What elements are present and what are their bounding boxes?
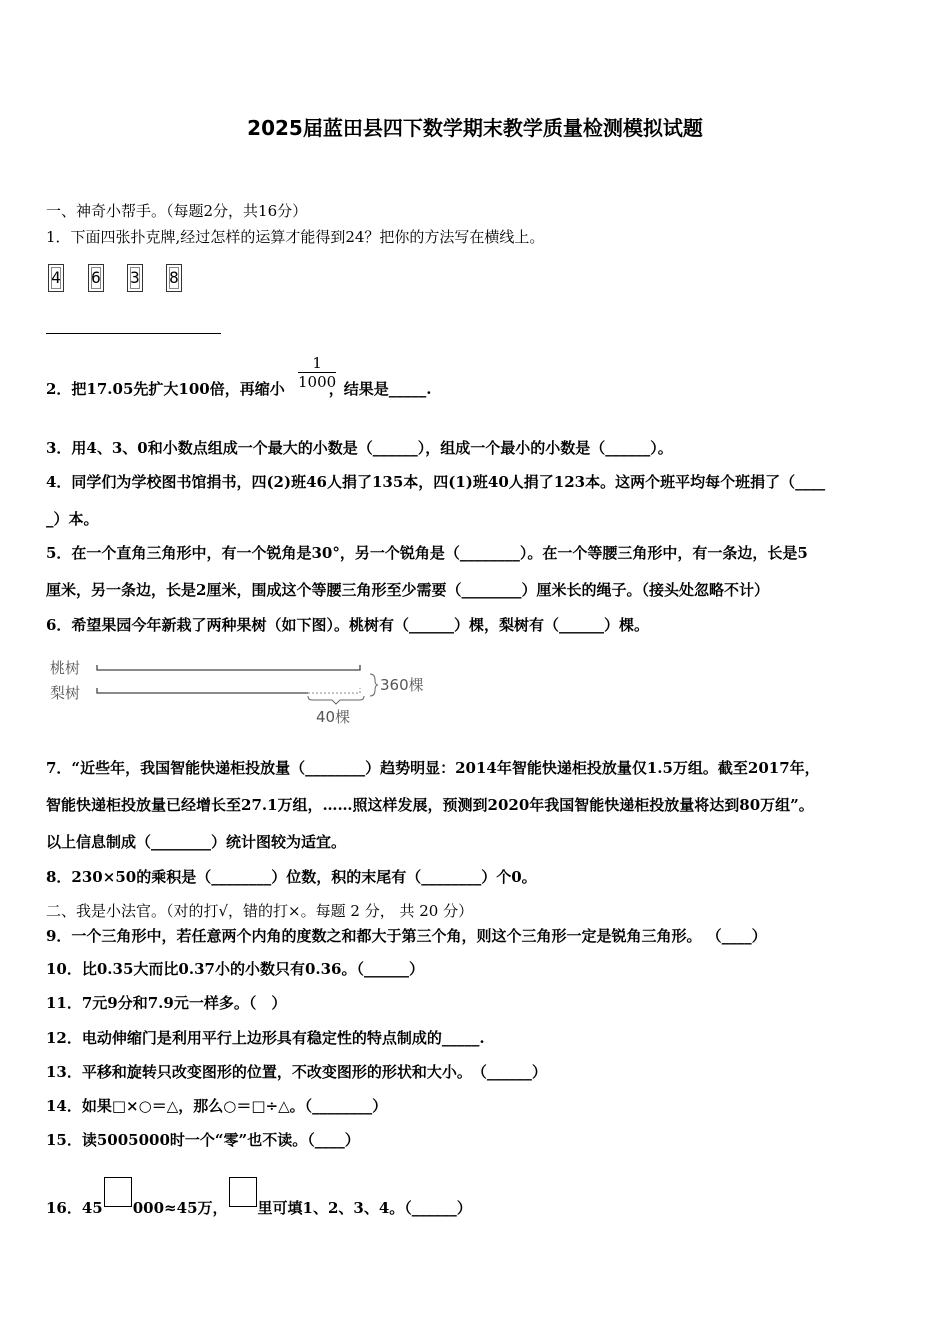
fraction [298,354,336,391]
question-12: 12．电动伸缩门是利用平行上边形具有稳定性的特点制成的_____. [46,1029,485,1047]
label-pear: 梨树 [50,684,81,702]
q16-text-mid: 000≈45万， [132,1199,228,1217]
playing-card: 3 [127,264,143,292]
difference-label: 40棵 [316,708,351,726]
playing-card: 4 [48,264,64,292]
question-4-cont: _）本。 [46,510,99,528]
answer-line [46,333,221,334]
question-3: 3．用4、3、0和小数点组成一个最大的小数是（______），组成一个最小的小数是（______）。 [46,439,673,457]
question-6: 6．希望果园今年新栽了两种果树（如下图）。桃树有（______）棵，梨树有（______）棵。 [46,616,649,634]
total-label: 360棵 [380,676,424,694]
question-15: 15．读5005000时一个“零”也不读。（____） [46,1131,360,1149]
section-heading-1: 一、神奇小帮手。（每题2分，共16分） [46,202,308,220]
question-5-cont: 厘米，另一条边，长是2厘米，围成这个等腰三角形至少需要（________）厘米长的绳子。（接头处忽略不计） [46,581,769,599]
question-8: 8．230×50的乘积是（________）位数，积的末尾有（________）个0。 [46,868,537,886]
fraction-numerator: 1 [298,354,336,373]
question-11: 11．7元9分和7.9元一样多。（ ） [46,994,287,1012]
question-7-cont: 智能快递柜投放量已经增长至27.1万组，……照这样发展，预测到2020年我国智能快递柜投放量将达到80万组”。 [46,796,814,814]
blank-box [104,1177,132,1207]
playing-card: 8 [166,264,182,292]
question-4: 4．同学们为学校图书馆捐书，四(2)班46人捐了135本，四(1)班40人捐了123本。这两个班平均每个班捐了（____ [46,473,826,491]
label-peach: 桃树 [50,659,81,677]
question-7-cont2: 以上信息制成（________）统计图较为适宜。 [46,833,347,851]
question-5: 5．在一个直角三角形中，有一个锐角是30°，另一个锐角是（________）。在一个等腰三角形中，有一条边，长是5 [46,544,808,562]
question-16 [46,1177,472,1218]
question-10: 10．比0.35大而比0.37小的小数只有0.36。（______） [46,960,424,978]
question-1: 1．下面四张扑克牌,经过怎样的运算才能得到24？把你的方法写在横线上。 [46,228,545,246]
playing-card: 6 [88,264,104,292]
question-13: 13．平移和旋转只改变图形的位置，不改变图形的形状和大小。 （______） [46,1063,547,1081]
blank-box [229,1177,257,1207]
q16-text: 16．45 [46,1199,103,1217]
fraction-denominator: 1000 [298,373,337,391]
q16-text-end: 里可填1、2、3、4。（______） [257,1199,472,1217]
section-heading-2: 二、我是小法官。（对的打√，错的打×。每题 2 分， 共 20 分） [46,902,474,920]
q2-text-end: ，结果是_____. [328,380,432,398]
q2-text: 2．把17.05先扩大100倍，再缩小 [46,380,285,398]
question-9: 9．一个三角形中，若任意两个内角的度数之和都大于第三个角，则这个三角形一定是锐角三角形。 （____） [46,927,767,945]
question-7: 7．“近些年，我国智能快递柜投放量（________）趋势明显：2014年智能快递柜投放量仅1.5万组。截至2017年， [46,759,820,777]
question-14: 14．如果□×○＝△，那么○＝□÷△。（________） [46,1097,388,1115]
question-2 [46,379,431,399]
segment-diagram [50,652,430,732]
page-title: 2025届蓝田县四下数学期末教学质量检测模拟试题 [247,116,703,140]
